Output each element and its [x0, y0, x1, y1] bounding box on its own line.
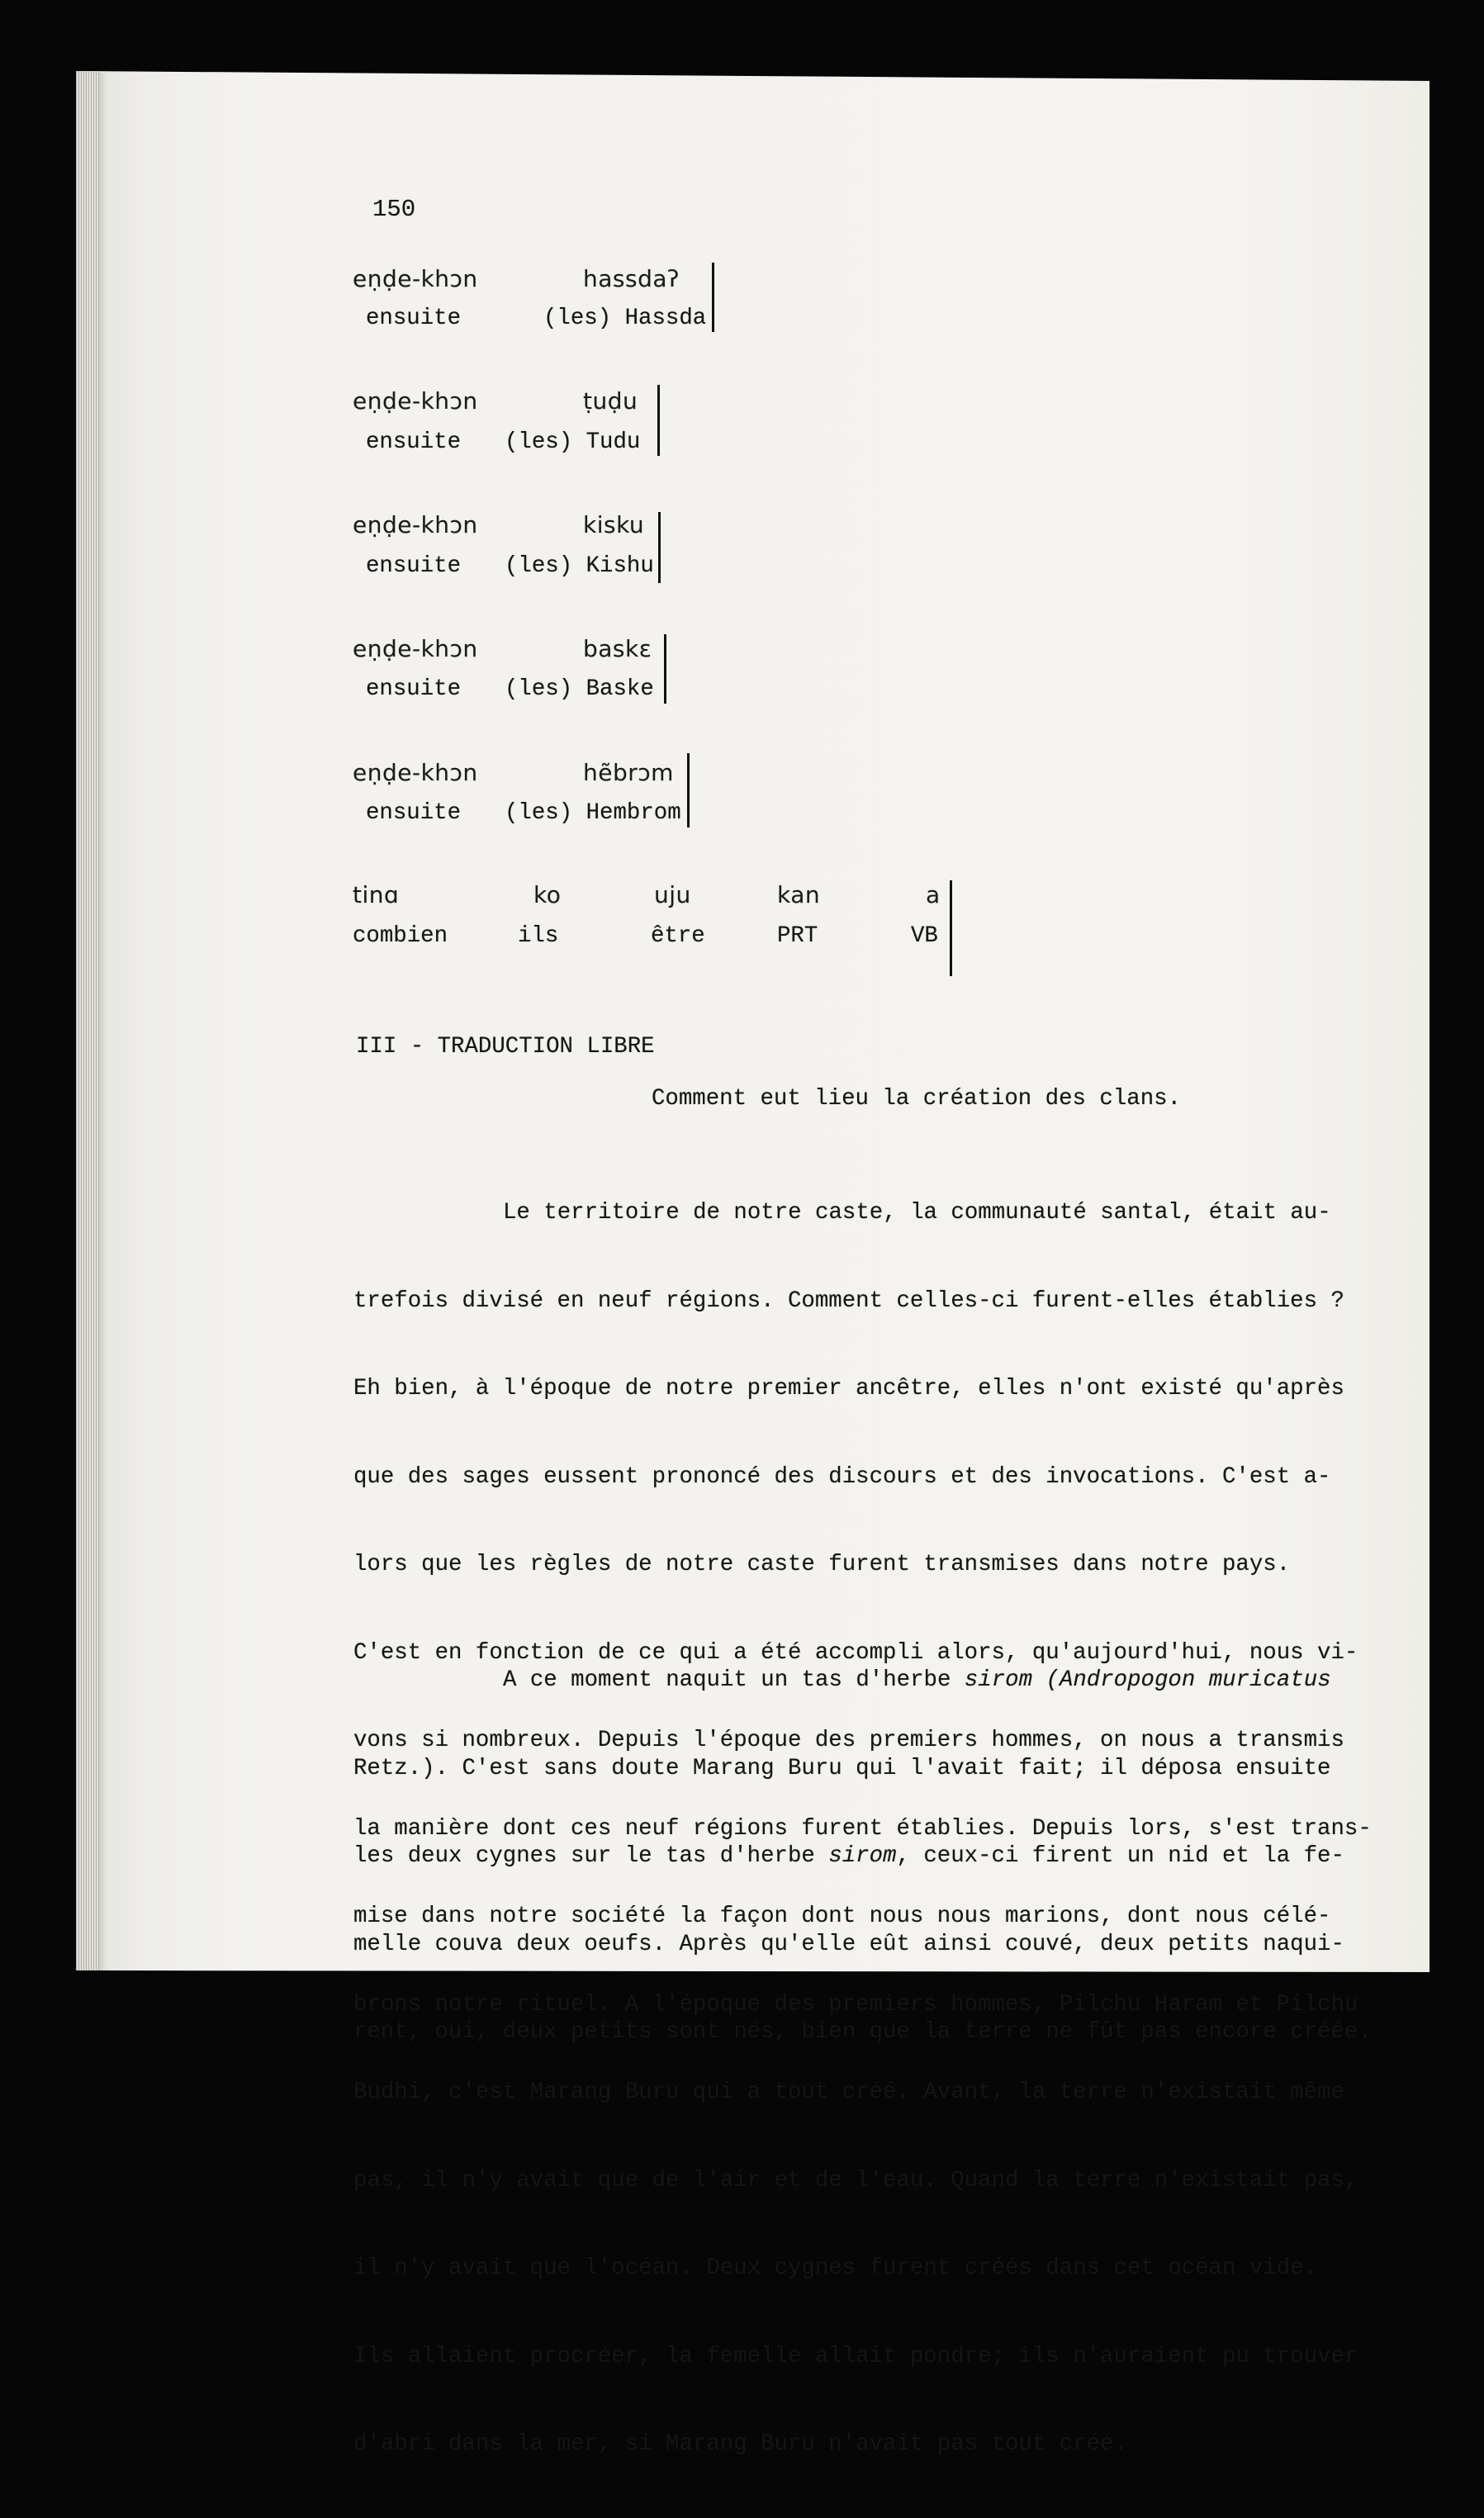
paragraph-line: melle couva deux oeufs. Après qu'elle eût ainsi couvé, deux petits naqui-	[353, 1931, 1344, 1957]
french-gloss: ensuite	[366, 306, 462, 331]
paragraph-line: Ils allaient procréer, la femelle allait pondre; ils n'auraient pu trouver	[353, 2343, 1358, 2369]
paragraph-line: que des sages eussent prononcé des discours et des invocations. C'est a-	[353, 1463, 1331, 1490]
french-gloss: (les) Kishu	[505, 553, 654, 579]
gloss-bracket-line	[664, 634, 666, 704]
paragraph-line: brons notre rituel. A l'époque des premiers hommes, Pilchu Haram et Pilchu	[353, 1991, 1358, 2018]
story-title: Comment eut lieu la création des clans.	[652, 1086, 1182, 1112]
santali-word: a	[926, 881, 941, 908]
french-gloss: PRT	[777, 923, 818, 949]
paragraph-line: trefois divisé en neuf régions. Comment celles-ci furent-elles établies ?	[353, 1287, 1344, 1314]
binding-shadow	[99, 73, 107, 1970]
santali-word: eṇḍe-khɔn	[353, 759, 478, 786]
french-gloss: être	[651, 923, 705, 949]
french-gloss: (les) Tudu	[505, 429, 641, 455]
santali-word: kan	[777, 881, 821, 908]
gloss-bracket-line	[950, 880, 952, 976]
paragraph-line: mise dans notre société la façon dont nous nous marions, dont nous célé-	[353, 1904, 1331, 1929]
gloss-bracket-line	[657, 385, 660, 456]
french-gloss: (les) Baske	[505, 676, 654, 702]
paragraph-line: vons si nombreux. Depuis l'époque des premiers hommes, on nous a transmis	[353, 1728, 1344, 1753]
santali-word: ṭuḍu	[583, 387, 638, 415]
french-gloss: (les) Hembrom	[505, 800, 681, 826]
french-gloss: combien	[353, 923, 448, 949]
santali-word: uju	[654, 881, 691, 908]
french-gloss: ils	[518, 923, 559, 949]
santali-word: tinɑ	[353, 881, 400, 908]
santali-word: kisku	[583, 511, 645, 538]
paragraph-line: Budhi, c'est Marang Buru qui a tout créé. Avant, la terre n'existait même	[353, 2079, 1344, 2105]
gloss-bracket-line	[658, 512, 661, 583]
paragraph	[353, 1607, 1372, 2106]
section-heading: III - TRADUCTION LIBRE	[356, 1034, 655, 1060]
paragraph-line: d'abri dans la mer, si Marang Buru n'avait pas tout créé.	[353, 2431, 1127, 2457]
santali-word: eṇḍe-khɔn	[353, 511, 478, 538]
french-gloss: ensuite	[366, 800, 462, 826]
paragraph-line: Retz.). C'est sans doute Marang Buru qui l'avait fait; il déposa ensuite	[353, 1755, 1331, 1781]
line-text: , ceux-ci firent un nid et la fe-	[896, 1843, 1344, 1869]
santali-word: eṇḍe-khɔn	[353, 635, 478, 662]
santali-word: hẽbrɔm	[583, 759, 674, 786]
french-gloss: VB	[911, 923, 938, 949]
gloss-bracket-line	[712, 263, 714, 332]
santali-word: baskɛ	[583, 635, 652, 662]
paragraph-line: il n'y avait que l'océan. Deux cygnes furent créés dans cet océan vide.	[353, 2255, 1318, 2281]
paragraph-line: C'est en fonction de ce qui a été accompli alors, qu'aujourd'hui, nous vi-	[353, 1639, 1358, 1666]
santali-word: hassdaʔ	[583, 265, 680, 292]
paragraph-line: Eh bien, à l'époque de notre premier ancêtre, elles n'ont existé qu'après	[353, 1376, 1344, 1401]
french-gloss: ensuite	[366, 553, 462, 579]
french-gloss: (les) Hassda	[543, 306, 707, 331]
italic-term: sirom (Andropogon muricatus	[964, 1667, 1331, 1693]
paragraph-line: pas, il n'y avait que de l'air et de l'eau. Quand la terre n'existait pas,	[353, 2167, 1358, 2193]
paragraph-line: lors que les règles de notre caste furent transmises dans notre pays.	[353, 1552, 1291, 1577]
paragraph-line: la manière dont ces neuf régions furent établies. Depuis lors, s'est trans-	[353, 1815, 1372, 1842]
paragraph-line: Le territoire de notre caste, la communauté santal, était au-	[503, 1200, 1331, 1226]
italic-term: sirom	[828, 1843, 897, 1869]
line-text: A ce moment naquit un tas d'herbe	[503, 1667, 965, 1693]
page-stack-edge	[76, 71, 99, 1970]
santali-word: eṇḍe-khɔn	[353, 265, 478, 292]
gloss-bracket-line	[687, 753, 690, 827]
paragraph-line	[353, 1666, 1372, 1695]
paragraph-line	[353, 1842, 1372, 1871]
french-gloss: ensuite	[366, 676, 462, 702]
paragraph-line: rent, oui, deux petits sont nés, bien que la terre ne fût pas encore créée.	[353, 2019, 1372, 2045]
page-number: 150	[372, 196, 416, 223]
santali-word: ko	[533, 881, 562, 908]
line-text: les deux cygnes sur le tas d'herbe	[353, 1843, 829, 1869]
santali-word: eṇḍe-khɔn	[353, 387, 478, 415]
french-gloss: ensuite	[366, 429, 462, 455]
